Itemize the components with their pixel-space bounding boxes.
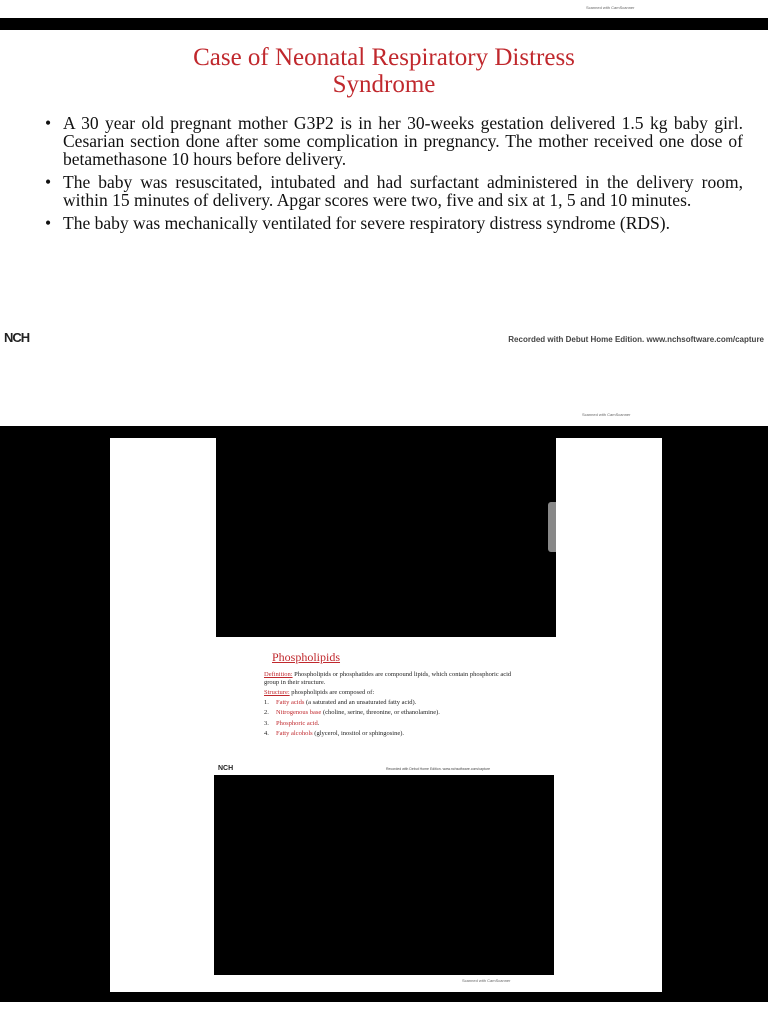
edge-handle[interactable] — [548, 502, 556, 552]
bullet-item — [45, 114, 743, 168]
top-black-bar — [0, 18, 768, 30]
bullet-text: A 30 year old pregnant mother G3P2 is in her 30-weeks gestation delivered 1.5 kg baby girl. Cesarian section done after some complication in pregnancy. The mother received one dose of betamethasone 10 hours before delivery. — [63, 113, 743, 169]
phospholipids-title: Phospholipids — [272, 650, 341, 664]
bullet-dot-icon: • — [45, 213, 52, 233]
bullet-dot-icon: • — [45, 113, 52, 133]
structure-label: Structure: — [264, 689, 290, 696]
nch-logo-small: NCH — [218, 765, 234, 772]
definition-text: Phospholipids or phosphatides are compound lipids, which contain phosphoric acid group in their structure. — [264, 671, 512, 686]
slide-title-line2: Syndrome — [332, 71, 436, 98]
scan-watermark-top: Scanned with CamScanner — [586, 5, 635, 10]
list-item: 2. Nitrogenous base (choline, serine, threonine, or ethanolamine). — [264, 709, 440, 716]
list-item: 3. Phosphoric acid. — [264, 719, 320, 727]
component-list — [264, 699, 514, 738]
slide-title-line1: Case of Neonatal Respiratory Distress — [193, 44, 575, 71]
slide-title — [0, 44, 768, 98]
bullet-item — [45, 214, 743, 232]
list-item: 1. Fatty acids (a saturated and an unsaturated fatty acid). — [264, 698, 417, 706]
top-scan-margin — [0, 0, 768, 18]
definition-paragraph — [264, 671, 514, 686]
redacted-block-bottom — [214, 775, 554, 975]
phospholipids-body — [264, 671, 514, 741]
bullet-dot-icon: • — [45, 172, 52, 192]
scan-watermark-bottom: Scanned with CamScanner — [462, 978, 511, 983]
scan-watermark-middle: Scanned with CamScanner — [582, 412, 631, 417]
bullet-item — [45, 173, 743, 209]
bullet-text: The baby was mechanically ventilated for severe respiratory distress syndrome (RDS). — [63, 213, 670, 233]
redacted-block-top — [216, 437, 556, 637]
definition-label: Definition: — [264, 671, 293, 678]
structure-text: phospholipids are composed of: — [289, 689, 375, 696]
nch-logo: NCH — [4, 330, 30, 345]
recorded-watermark-small: Recorded with Debut Home Edition. www.nchsoftware.com/capture — [386, 767, 491, 771]
bullet-text: The baby was resuscitated, intubated and had surfactant administered in the delivery room, within 15 minutes of delivery. Apgar scores were two, five and six at 1, 5 and 10 minutes. — [63, 172, 743, 210]
case-bullet-list — [45, 114, 743, 237]
structure-paragraph — [264, 689, 514, 697]
bottom-margin — [0, 1002, 768, 1024]
recorded-watermark: Recorded with Debut Home Edition. www.nchsoftware.com/capture — [508, 335, 764, 344]
list-item: 4. Fatty alcohols (glycerol, inositol or sphingosine). — [264, 730, 405, 737]
middle-scan-margin — [0, 386, 768, 426]
